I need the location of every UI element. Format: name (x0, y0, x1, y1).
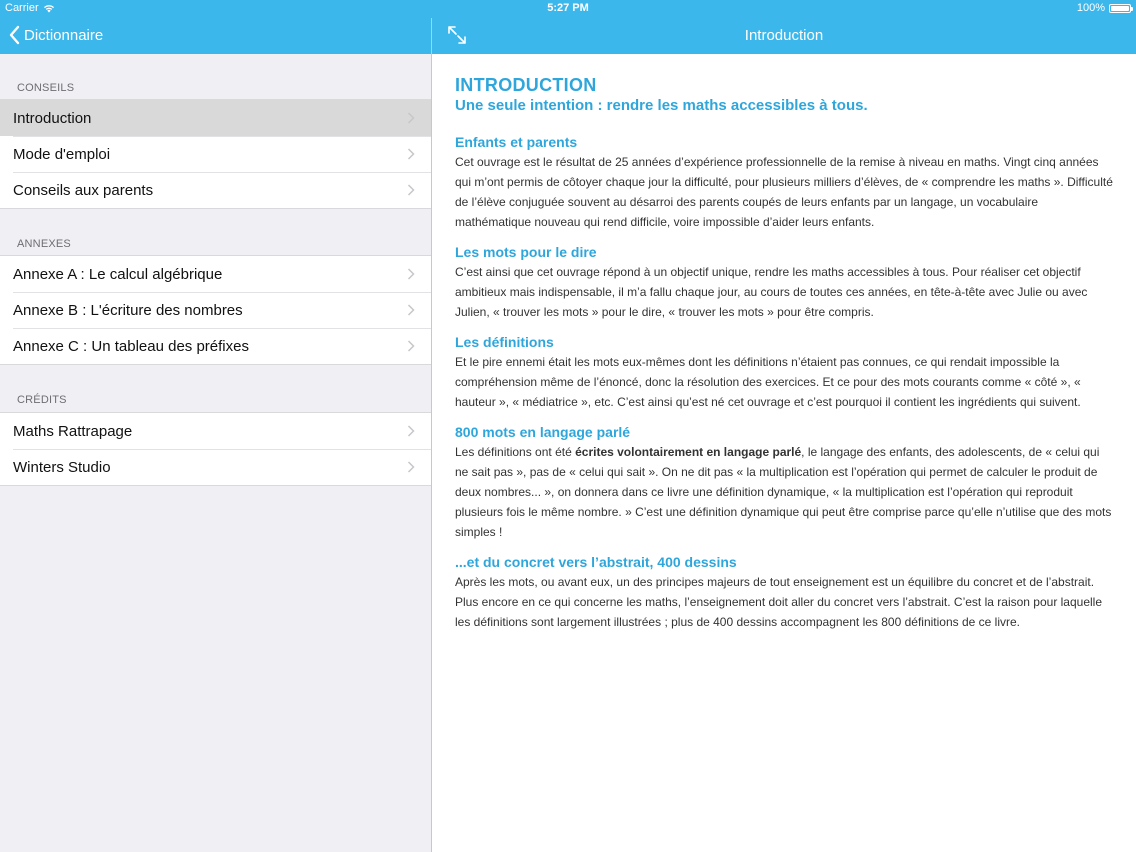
sidebar-nav-bar (0, 18, 431, 54)
group-credits (0, 412, 431, 486)
section-title: Enfants et parents (455, 134, 578, 150)
section-body (455, 442, 1115, 542)
split-divider (431, 18, 432, 852)
battery-percent: 100% (1076, 2, 1105, 14)
sidebar-item-label: Conseils aux parents (13, 181, 154, 199)
section-body-emphasis: écrites volontairement en langage parlé (575, 445, 802, 459)
section-body: Cet ouvrage est le résultat de 25 années d’expérience professionnelle de la remise à niveau en maths. Vingt cinq années qui m’ont permis de côtoyer chaque jour la difficulté, pour plusieurs milliers d’élèves, de « comprendre les maths ». Difficulté de l’élève conjuguée souvent au désarroi des parents coupés de leurs enfants par un langage, un vocabulaire mathématique nouveau qui rend difficile, voire impossible d’aider leurs enfants. (455, 155, 1113, 229)
chevron-right-icon (407, 425, 415, 437)
sidebar (0, 54, 431, 852)
carrier-label: Carrier (5, 2, 39, 14)
section-title: Les définitions (455, 334, 554, 350)
sidebar-item-annexe-b[interactable] (0, 292, 431, 328)
chevron-left-icon (8, 25, 22, 45)
chevron-right-icon (407, 184, 415, 196)
sidebar-item-maths-rattrapage[interactable] (0, 413, 431, 449)
sidebar-item-mode-emploi[interactable] (0, 136, 431, 172)
status-bar (0, 0, 1136, 18)
status-time: 5:27 PM (547, 2, 589, 14)
battery-fill (1111, 6, 1129, 11)
section-body: Après les mots, ou avant eux, un des principes majeurs de tout enseignement est un équilibre du concret et de l’abstrait. Plus encore en ce qui concerne les maths, l’enseignement doit aller du concret vers l’abstrait. C’est la raison pour laquelle les définitions sont largement illustrées ; plus de 400 dessins accompagnent les 800 définitions de ce livre. (455, 575, 1103, 629)
section-body: C’est ainsi que cet ouvrage répond à un objectif unique, rendre les maths accessibles à tous. Pour réaliser cet objectif ambitieux mais indispensable, il m’a fallu chaque jour, au cours de toutes ces années, en tête-à-tête avec Julie ou avec Julien, « trouver les mots » pour le dire, « trouver les mots » pour être compris. (455, 265, 1088, 319)
section-header-annexes: ANNEXES (17, 238, 71, 250)
sidebar-item-label: Annexe B : L'écriture des nombres (13, 301, 243, 319)
group-conseils (0, 99, 431, 209)
sidebar-item-label: Annexe C : Un tableau des préfixes (13, 337, 249, 355)
sidebar-item-label: Maths Rattrapage (13, 422, 133, 440)
section-header-credits: CRÉDITS (17, 394, 67, 406)
battery-indicator (1077, 2, 1131, 14)
section-body-text: Les définitions ont été (455, 445, 576, 459)
chevron-right-icon (407, 112, 415, 124)
section-title: 800 mots en langage parlé (455, 424, 631, 440)
sidebar-item-label: Annexe A : Le calcul algébrique (13, 265, 223, 283)
detail-nav-bar (432, 18, 1136, 54)
article-subtitle: Une seule intention : rendre les maths accessibles à tous. (455, 97, 868, 114)
sidebar-item-label: Winters Studio (13, 458, 111, 476)
sidebar-item-annexe-a[interactable] (0, 256, 431, 292)
sidebar-item-introduction[interactable] (0, 100, 431, 136)
section-header-conseils: CONSEILS (17, 82, 75, 94)
section-body: Et le pire ennemi était les mots eux-mêmes dont les définitions n’étaient pas connues, ce qui rendait impossible la compréhension même de l’énoncé, donc la résolution des exercices. Et ce pour des mots courants comme « côté », « hauteur », « médiatrice », etc. C’est ainsi qu’est né cet ouvrage et c’est pourquoi il contient les ingrédients qui suivent. (455, 355, 1081, 409)
article-title: INTRODUCTION (455, 75, 597, 95)
chevron-right-icon (407, 340, 415, 352)
sidebar-item-winters-studio[interactable] (0, 449, 431, 485)
section-title: ...et du concret vers l’abstrait, 400 dessins (455, 554, 737, 570)
page-title: Introduction (744, 27, 824, 44)
sidebar-item-conseils-parents[interactable] (0, 172, 431, 208)
section-body-text: , le langage des enfants, des adolescents, de « celui qui ne sait pas », pas de « celui qui sait ». On ne dit pas « la multiplication est l’opération qui permet de calculer le produit de deux nombres... », on donnera dans ce livre une définition dynamique, « la multiplication est l’opération qui reproduit plusieurs fois le même nombre. » C’est une définition dynamique qui peut être comprise parce qu’elle n’utilise que des mots simples ! (455, 445, 1112, 539)
battery-icon (1109, 4, 1131, 13)
sidebar-item-annexe-c[interactable] (0, 328, 431, 364)
sidebar-item-label: Mode d'emploi (13, 145, 111, 163)
group-annexes (0, 255, 431, 365)
back-button-label: Dictionnaire (24, 26, 104, 44)
chevron-right-icon (407, 304, 415, 316)
chevron-right-icon (407, 461, 415, 473)
article-content (455, 74, 1115, 642)
chevron-right-icon (407, 148, 415, 160)
sidebar-item-label: Introduction (13, 109, 92, 127)
back-button[interactable] (8, 25, 103, 45)
section-title: Les mots pour le dire (455, 244, 597, 260)
chevron-right-icon (407, 268, 415, 280)
